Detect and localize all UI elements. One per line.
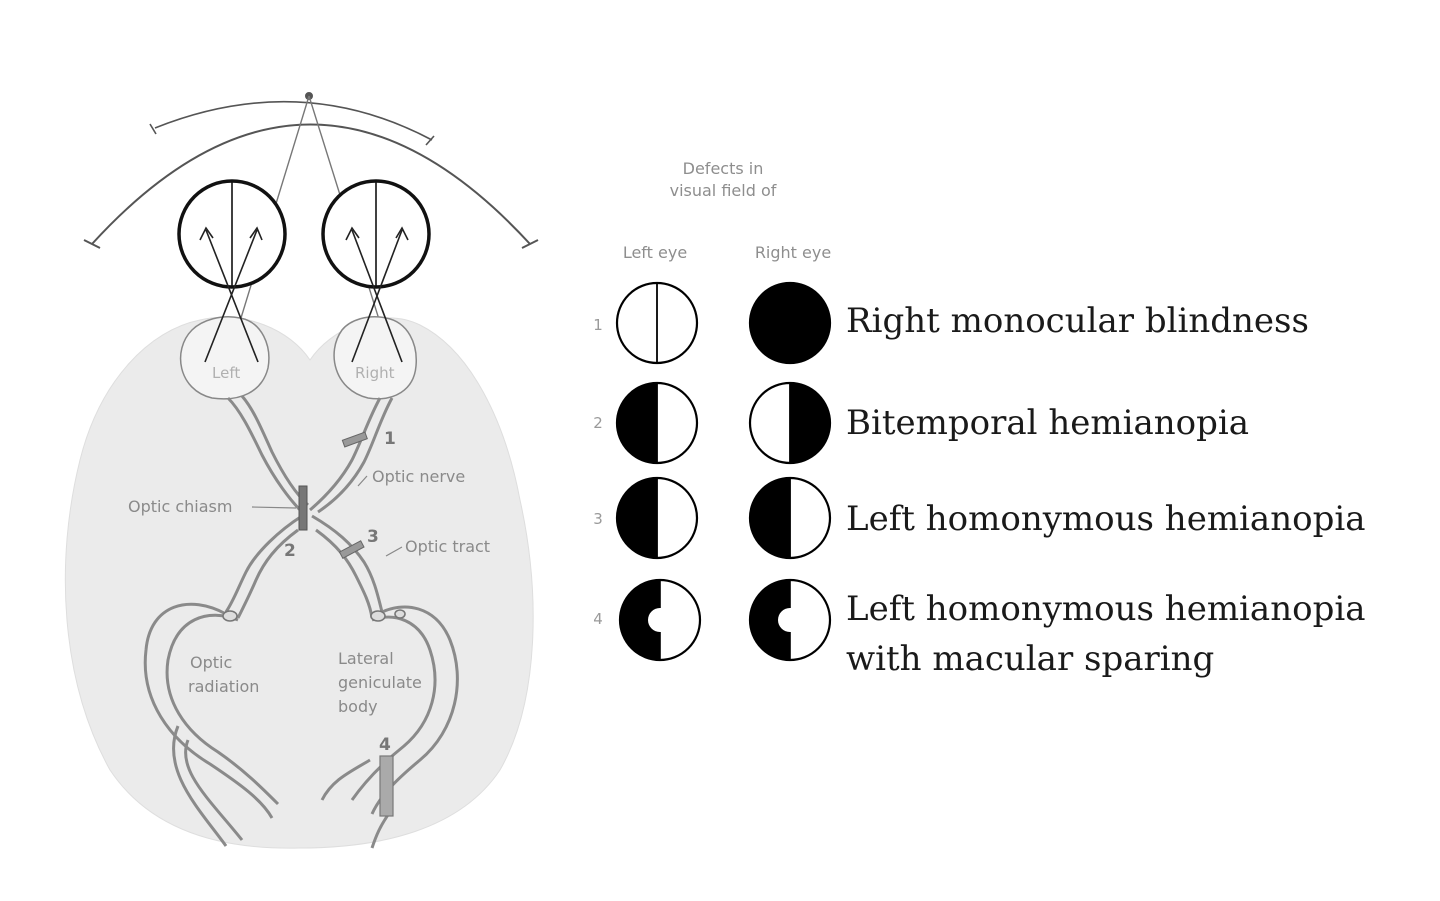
svg-text:3: 3 (367, 527, 379, 547)
brain-silhouette (65, 317, 533, 848)
row1-left-eye-field (617, 283, 697, 363)
right-eye (323, 181, 429, 399)
svg-text:4: 4 (379, 735, 391, 755)
visual-field-arc (84, 93, 538, 248)
row1-right-eye-field (750, 283, 830, 363)
lgb-label-1: Lateral (338, 649, 394, 668)
defect-row-2 (593, 383, 1249, 463)
left-eye-label: Left (212, 364, 241, 382)
row4-right-eye-field (750, 580, 830, 660)
row2-left-eye-field (617, 383, 697, 463)
right-eye-label: Right (355, 364, 395, 382)
row4-defect-label-line1: Left homonymous hemianopia (846, 589, 1366, 629)
svg-text:1: 1 (384, 429, 396, 449)
right-eye-column-header: Right eye (754, 243, 832, 262)
row2-defect-label: Bitemporal hemianopia (846, 403, 1250, 443)
table-header-line1: Defects in (682, 159, 764, 178)
optic-radiation-label-1: Optic (190, 653, 233, 672)
svg-text:2: 2 (284, 541, 296, 561)
optic-tract-label: Optic tract (405, 537, 491, 556)
table-header-line2: visual field of (669, 181, 777, 200)
svg-text:2: 2 (593, 414, 603, 432)
lgb-label-2: geniculate (338, 673, 422, 692)
optic-chiasm-label: Optic chiasm (128, 497, 233, 516)
svg-text:3: 3 (593, 510, 603, 528)
row3-defect-label: Left homonymous hemianopia (846, 499, 1366, 539)
row3-left-eye-field (617, 478, 697, 558)
row4-left-eye-field (620, 580, 700, 660)
optic-radiation-label-2: radiation (188, 677, 260, 696)
defect-row-1 (593, 283, 1309, 363)
visual-field-defect-table (593, 159, 1365, 679)
svg-text:1: 1 (593, 316, 603, 334)
lgb-label-3: body (338, 697, 378, 716)
row1-defect-label: Right monocular blindness (846, 301, 1309, 341)
optic-nerve-label: Optic nerve (372, 467, 466, 486)
defect-row-4 (593, 580, 1365, 679)
row2-right-eye-field (750, 383, 830, 463)
defect-row-3 (593, 478, 1365, 558)
row4-defect-label-line2: with macular sparing (846, 639, 1215, 679)
row3-right-eye-field (750, 478, 830, 558)
svg-text:4: 4 (593, 610, 603, 628)
left-eye-column-header: Left eye (622, 243, 688, 262)
